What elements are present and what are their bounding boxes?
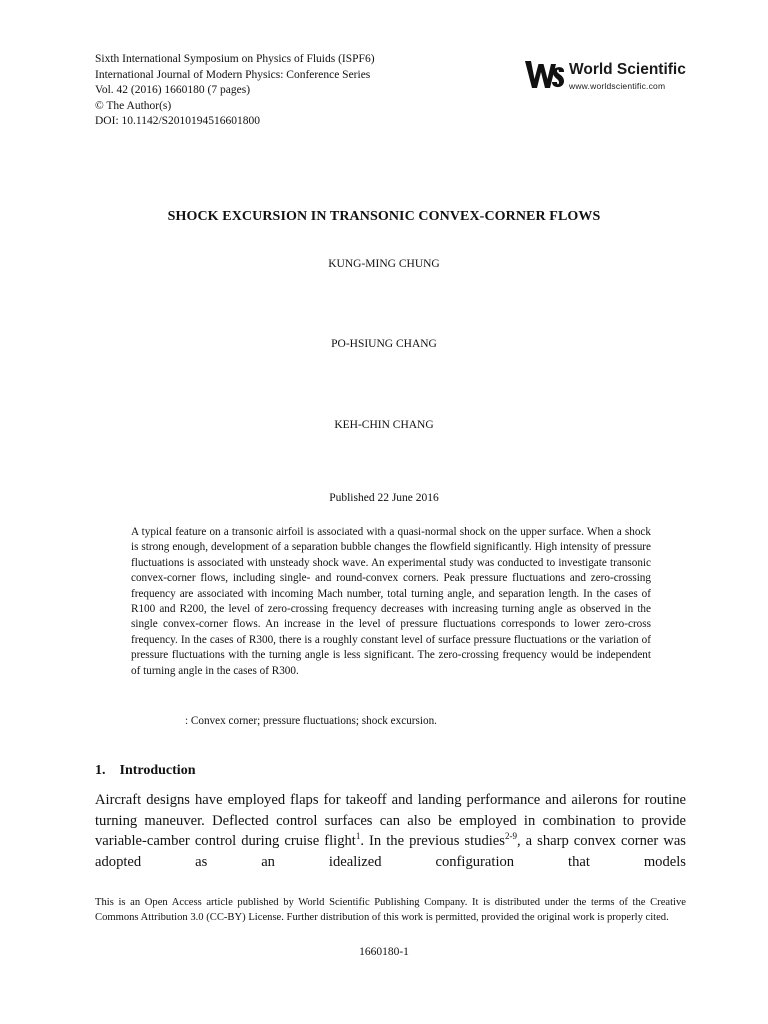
logo-name: World Scientific bbox=[569, 61, 686, 78]
header-line: © The Author(s) bbox=[95, 99, 172, 112]
citation-ref[interactable]: 2-9 bbox=[504, 831, 517, 842]
intro-text: . In the previous studies bbox=[360, 833, 505, 849]
section-heading bbox=[95, 763, 195, 779]
abstract: A typical feature on a transonic airfoil is associated with a quasi-normal shock on the upper surface. When a shock is strong enough, development of a separation bubble changes the flowfield significantly. High intensity of pressure fluctuations is associated with unsteady shock wave. An experimental study was conducted to investigate transonic convex-corner flows, including single- and round-convex corners. Peak pressure fluctuations and zero-crossing frequency are associated with incoming Mach number, total turning angle, and separation length. In the cases of R100 and R200, the level of zero-crossing frequency decreases with increasing turning angle as observed in the single convex-corner flows. An increase in the level of pressure fluctuations corresponds to lower zero-cross frequency. In the cases of R300, there is a roughly constant level of surface pressure fluctuations or the variation of pressure fluctuations with the turning angle is less significant. The zero-crossing frequency would be independent of turning angle in the cases of R300. bbox=[131, 526, 651, 677]
open-access-footnote: This is an Open Access article published by World Scientific Publishing Company. It is distributed under the terms of the Creative Commons Attribution 3.0 (CC-BY) License. Further distribution of this work is permitted, provided the original work is properly cited. bbox=[95, 897, 686, 924]
logo-url: www.worldscientific.com bbox=[569, 81, 666, 91]
author-3: KEH-CHIN CHANG bbox=[334, 419, 434, 431]
header-line: Sixth International Symposium on Physics of Fluids (ISPF6) bbox=[95, 53, 375, 65]
ws-logo-icon bbox=[523, 58, 565, 92]
doi-line: DOI: 10.1142/S2010194516601800 bbox=[95, 115, 261, 128]
journal-header bbox=[95, 52, 375, 130]
intro-text: , a sharp convex corner was adopted as an idealized configuration that models bbox=[95, 833, 686, 870]
intro-text: Aircraft designs have employed flaps for takeoff and landing performance and ailerons for routine turning maneuver. Deflected control surfaces can also be employed in combination to provide variable-camber control during cruise flight bbox=[95, 792, 686, 849]
section-number: 1. bbox=[95, 763, 106, 778]
author-2: PO-HSIUNG CHANG bbox=[331, 338, 437, 350]
publisher-logo bbox=[523, 56, 693, 96]
paper-title: SHOCK EXCURSION IN TRANSONIC CONVEX-CORNER FLOWS bbox=[167, 209, 601, 224]
header-line: International Journal of Modern Physics: Conference Series bbox=[95, 68, 371, 81]
citation-ref[interactable]: 1 bbox=[355, 831, 361, 842]
header-line: Vol. 42 (2016) 1660180 (7 pages) bbox=[95, 84, 251, 97]
page-number: 1660180-1 bbox=[359, 946, 409, 958]
author-1: KUNG-MING CHUNG bbox=[328, 258, 440, 270]
keywords: : Convex corner; pressure fluctuations; shock excursion. bbox=[185, 715, 437, 727]
section-title: Introduction bbox=[119, 763, 196, 778]
intro-paragraph bbox=[95, 790, 686, 872]
published-date: Published 22 June 2016 bbox=[329, 492, 439, 504]
